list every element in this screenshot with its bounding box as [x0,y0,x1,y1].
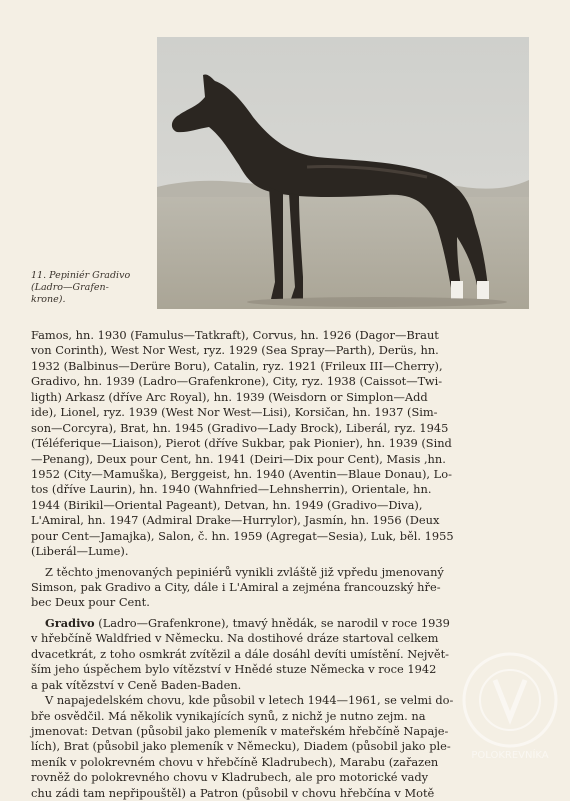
text-line: a pak vítězství v Ceně Baden-Baden. [31,677,242,692]
text-line: (Téléferique—Liaison), Pierot (dříve Sukbar, pak Pionier), hn. 1939 (Sind [31,436,452,451]
text-line: 1944 (Birikil—Oriental Pageant), Detvan, hn. 1949 (Gradivo—Diva), [31,497,423,512]
text-line: von Corinth), West Nor West, ryz. 1929 (Sea Spray—Parth), Derüs, hn. [31,343,439,358]
society-stamp-watermark [455,640,565,785]
text-line: Z těchto jmenovaných pepiniérů vynikli zvláště již vpředu jmenovaný [45,564,444,579]
text-line: pour Cent—Jamajka), Salon, č. hn. 1959 (Agregat—Sesia), Luk, běl. 1955 [31,528,454,543]
text-line: chu zádi tam nepřipouštěl) a Patron (působil v chovu hřebčína v Motě [31,785,435,800]
text-line: —Penang), Deux pour Cent, hn. 1941 (Deiri—Dix pour Cent), Masis ,hn. [31,451,446,466]
text-line: (Liberál—Lume). [31,544,129,559]
text-line: 1952 (City—Mamuška), Berggeist, hn. 1940 (Aventin—Blaue Donau), Lo- [31,466,452,481]
text-line: Famos, hn. 1930 (Famulus—Tatkraft), Corvus, hn. 1926 (Dagor—Braut [31,328,439,342]
horse-photo [157,37,529,309]
text-line [31,616,551,631]
text-line: tos (dříve Laurin), hn. 1940 (Wahnfried—Lehnsherrin), Orientale, hn. [31,482,432,497]
text-line: dvacetkrát, z toho osmkrát zvítězil a dále dosáhl devíti umístění. Největ- [31,646,450,661]
text-line: bec Deux pour Cent. [31,595,150,610]
text-line: son—Corcyra), Brat, hn. 1945 (Gradivo—Lady Brock), Liberál, ryz. 1945 [31,420,449,435]
text-span: (Ladro—Grafenkrone), tmavý hnědák, se narodil v roce 1939 [94,615,450,630]
text-line: ide), Lionel, ryz. 1939 (West Nor West—Lisi), Korsičan, hn. 1937 (Sim- [31,405,438,420]
text-line: rovněž do polokrevného chovu v Kladrubech, ale pro motorické vady [31,770,429,785]
caption-line: krone). [31,294,66,305]
text-line: L'Amiral, hn. 1947 (Admiral Drake—Hurrylor), Jasmín, hn. 1956 (Deux [31,513,440,528]
text-line: 1932 (Balbinus—Derüre Boru), Catalin, ryz. 1921 (Frileux III—Cherry), [31,358,443,373]
text-line: v hřebčíně Waldfried v Německu. Na dostihové dráze startoval celkem [31,631,439,646]
text-line: bře osvědčil. Má několik vynikajících synů, z nichž je nutno zejm. na [31,708,426,723]
text-line: Gradivo, hn. 1939 (Ladro—Grafenkrone), City, ryz. 1938 (Caissot—Twi- [31,374,443,389]
text-line: ligth) Arkasz (dříve Arc Royal), hn. 1939 (Weisdorn or Simplon—Add [31,389,428,404]
figure-caption [31,270,151,306]
caption-line: 11. Pepiniér Gradivo [31,270,131,281]
text-line: lích), Brat (působil jako plemeník v Německu), Diadem (působil jako ple- [31,739,451,754]
text-line: ším jeho úspěchem bylo vítězství v Hnědé stuze Německa v roce 1942 [31,662,437,677]
caption-line: (Ladro—Grafen- [31,282,109,293]
text-line: meník v polokrevném chovu v hřebčíně Kladrubech), Marabu (zařazen [31,754,439,769]
text-line: V napajedelském chovu, kde působil v letech 1944—1961, se velmi do- [45,693,454,708]
gradivo-lead: Gradivo [45,615,95,630]
horse-illustration [157,37,529,309]
watermark-text: POLOKREVNÍKA [471,750,549,761]
text-line: Simson, pak Gradivo a City, dále i L'Amiral a zejména francouzský hře- [31,580,441,594]
text-line: jmenovat: Detvan (působil jako plemeník v mateřském hřebčíně Napaje- [31,723,449,738]
